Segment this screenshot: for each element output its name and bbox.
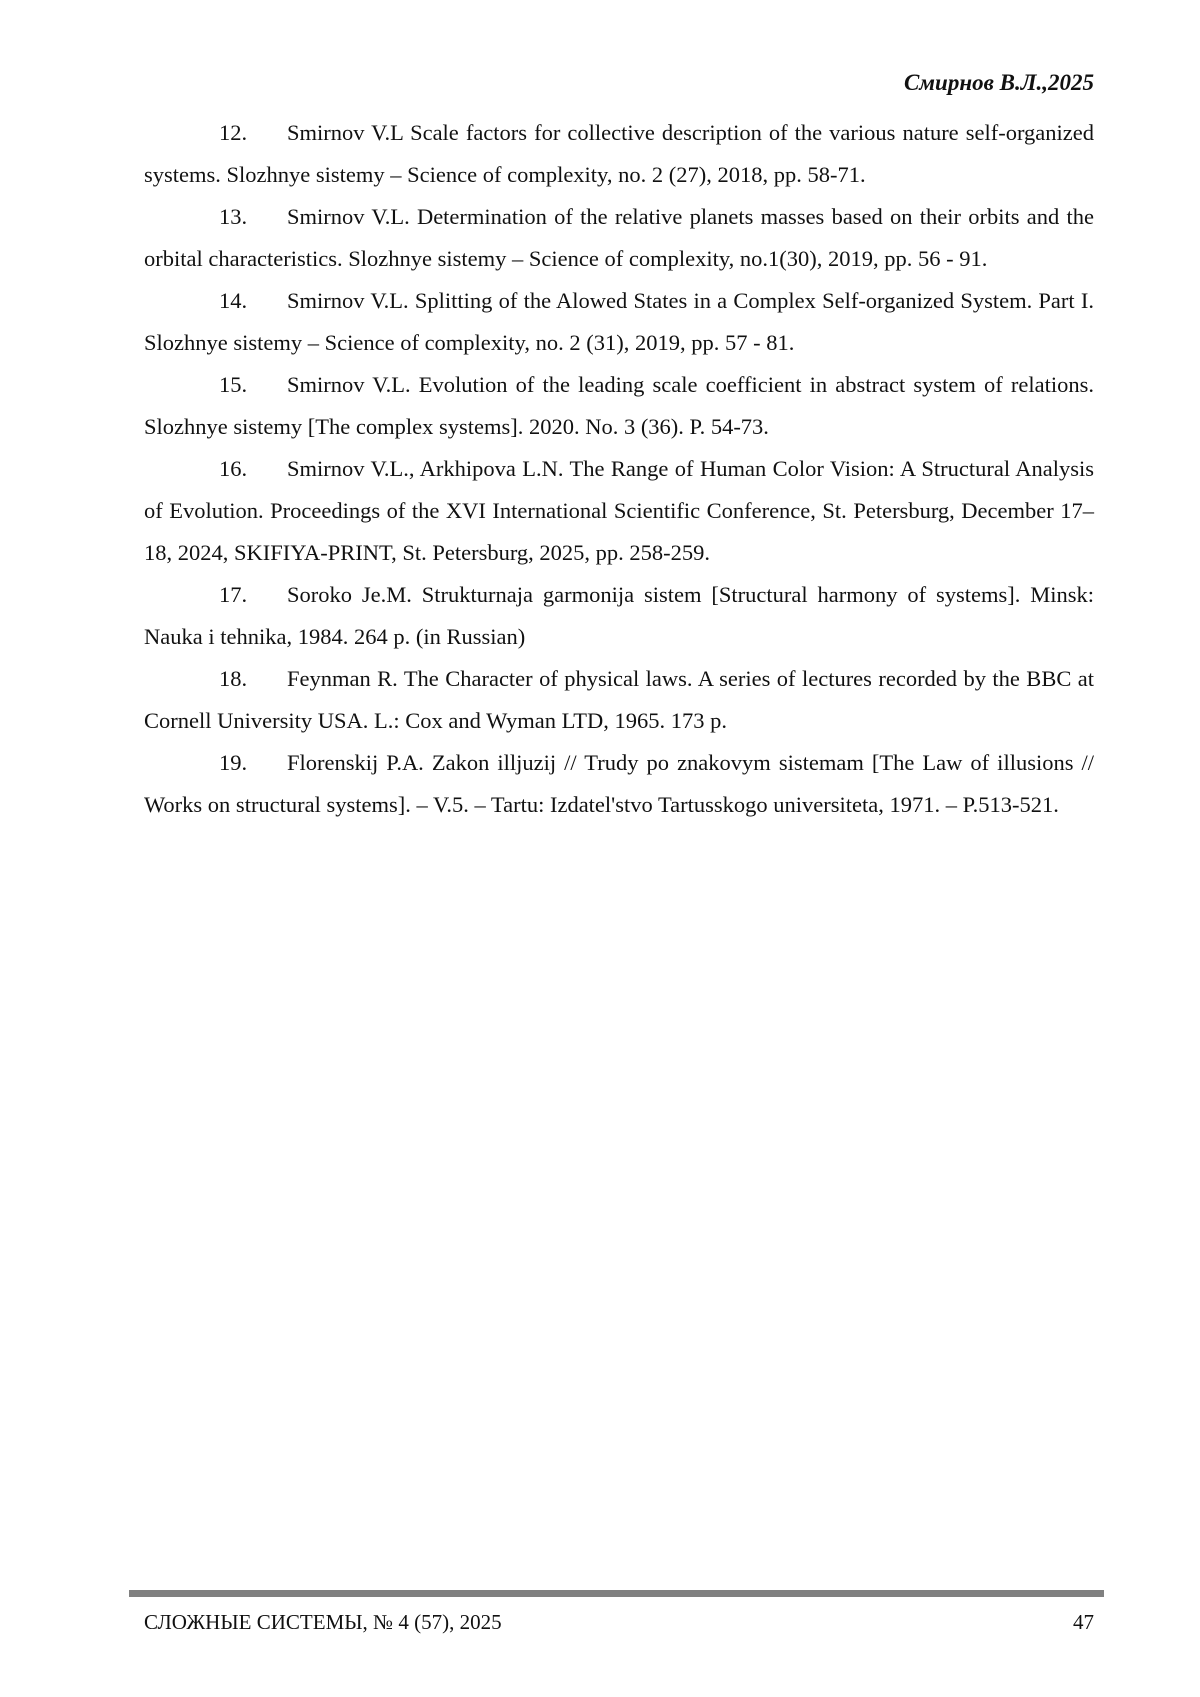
reference-number: 14. — [219, 280, 287, 322]
running-header-author: Смирнов В.Л.,2025 — [904, 70, 1094, 96]
reference-list — [144, 112, 1094, 826]
page-footer — [144, 1610, 1094, 1635]
reference-text: Smirnov V.L Scale factors for collective description of the various nature self-organized systems. Slozhnye sistemy – Science of complexity, no. 2 (27), 2018, pp. 58-71. — [144, 120, 1094, 187]
reference-text: Smirnov V.L. Splitting of the Alowed States in a Complex Self-organized System. Part I. Slozhnye sistemy – Science of complexity, no. 2 (31), 2019, pp. 57 - 81. — [144, 288, 1094, 355]
reference-number: 18. — [219, 658, 287, 700]
reference-item — [144, 280, 1094, 364]
reference-item — [144, 658, 1094, 742]
footer-divider — [129, 1590, 1104, 1597]
reference-number: 19. — [219, 742, 287, 784]
reference-item — [144, 112, 1094, 196]
reference-item — [144, 448, 1094, 574]
page-number: 47 — [1073, 1610, 1094, 1635]
reference-number: 17. — [219, 574, 287, 616]
reference-number: 12. — [219, 112, 287, 154]
reference-item — [144, 742, 1094, 826]
reference-text: Feynman R. The Character of physical laws. A series of lectures recorded by the BBC at Cornell University USA. L.: Cox and Wyman LTD, 1965. 173 p. — [144, 666, 1094, 733]
reference-text: Smirnov V.L. Determination of the relative planets masses based on their orbits and the orbital characteristics. Slozhnye sistemy – Science of complexity, no.1(30), 2019, pp. 56 - 91. — [144, 204, 1094, 271]
reference-text: Soroko Je.M. Strukturnaja garmonija sistem [Structural harmony of systems]. Minsk: Nauka i tehnika, 1984. 264 p. (in Russian) — [144, 582, 1094, 649]
reference-item — [144, 364, 1094, 448]
reference-number: 15. — [219, 364, 287, 406]
reference-number: 16. — [219, 448, 287, 490]
reference-item — [144, 196, 1094, 280]
journal-title: СЛОЖНЫЕ СИСТЕМЫ, № 4 (57), 2025 — [144, 1610, 502, 1635]
reference-item — [144, 574, 1094, 658]
reference-number: 13. — [219, 196, 287, 238]
reference-text: Smirnov V.L. Evolution of the leading scale coefficient in abstract system of relations. Slozhnye sistemy [The complex systems]. 2020. No. 3 (36). P. 54-73. — [144, 372, 1094, 439]
reference-text: Smirnov V.L., Arkhipova L.N. The Range of Human Color Vision: A Structural Analysis of Evolution. Proceedings of the XVI International Scientific Conference, St. Petersburg, December 17–18, 2024, SKIFIYA-PRINT, St. Petersburg, 2025, pp. 258-259. — [144, 456, 1094, 565]
reference-text: Florenskij P.A. Zakon illjuzij // Trudy po znakovym sistemam [The Law of illusions // Works on structural systems]. – V.5. – Tartu: Izdatel'stvo Tartusskogo universiteta, 1971. – P.513-521. — [144, 750, 1094, 817]
